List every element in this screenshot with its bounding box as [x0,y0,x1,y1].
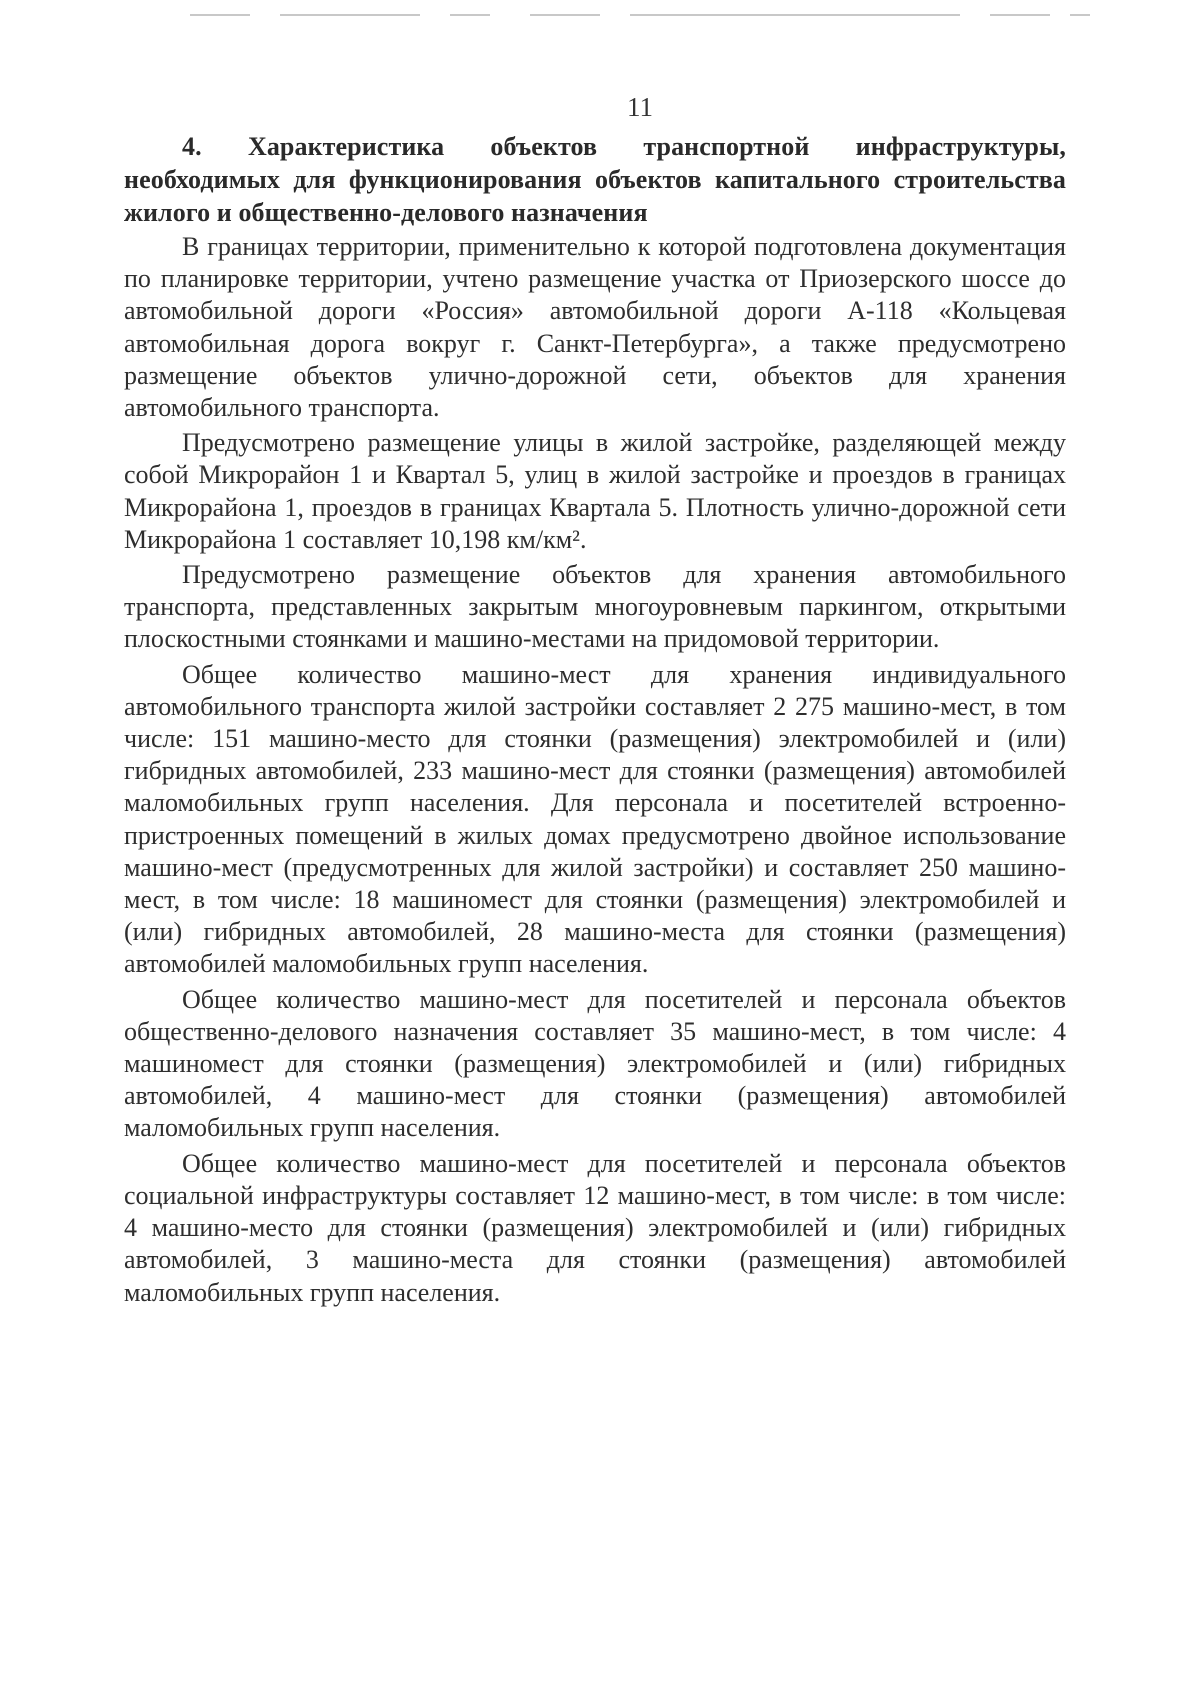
paragraph-parking-objects: Предусмотрено размещение объектов для хранения автомобильного транспорта, представленных закрытым многоуровневым паркингом, открытыми плоскостными стоянками и машино-местами на придомовой территории. [124,560,1066,654]
paragraph-residential-parking: Общее количество машино-мест для хранения индивидуального автомобильного транспорта жилой застройки составляет 2 275 машино-мест, в том числе: 151 машино-место для стоянки (размещения) электромобилей и (или) гибридных автомобилей, 233 машино-мест для стоянки (размещения) автомобилей маломобильных групп населения. Для персонала и посетителей встроенно-пристроенных помещений в жилых домах предусмотрено двойное использование машино-мест (предусмотренных для жилой застройки) и составляет 250 машино-мест, в том числе: 18 машиномест для стоянки (размещения) электромобилей и (или) гибридных автомобилей, 28 машино-места для стоянки (размещения) автомобилей маломобильных групп населения. [124,659,1066,979]
page-number: 11 [627,92,653,122]
document-body [124,130,1066,1312]
scan-artifact-top [190,14,1090,20]
paragraph-business-parking: Общее количество машино-мест для посетителей и персонала объектов общественно-делового назначения составляет 35 машино-мест, в том числе: 4 машиномест для стоянки (размещения) электромобилей и (или) гибридных автомобилей, 4 машино-мест для стоянки (размещения) автомобилей маломобильных групп населения. [124,984,1066,1143]
paragraph-social-parking: Общее количество машино-мест для посетителей и персонала объектов социальной инфраструктуры составляет 12 машино-мест, в том числе: в том числе: 4 машино-место для стоянки (размещения) электромобилей и (или) гибридных автомобилей, 3 машино-места для стоянки (размещения) автомобилей маломобильных групп населения. [124,1148,1066,1307]
section-heading: 4. Характеристика объектов транспортной инфраструктуры, необходимых для функционирования объектов капитального строительства жилого и общественно-делового назначения [124,132,1066,227]
paragraph-road-network-placement: В границах территории, применительно к которой подготовлена документация по планировке территории, учтено размещение участка от Приозерского шоссе до автомобильной дороги «Россия» автомобильной дороги А-118 «Кольцевая автомобильная дорога вокруг г. Санкт-Петербурга», а также предусмотрено размещение объектов улично-дорожной сети, объектов для хранения автомобильного транспорта. [124,232,1066,423]
paragraph-street-density: Предусмотрено размещение улицы в жилой застройке, разделяющей между собой Микрорайон 1 и Квартал 5, улиц в жилой застройке и проездов в границах Микрорайона 1, проездов в границах Квартала 5. Плотность улично-дорожной сети Микрорайона 1 составляет 10,198 км/км². [124,428,1066,554]
